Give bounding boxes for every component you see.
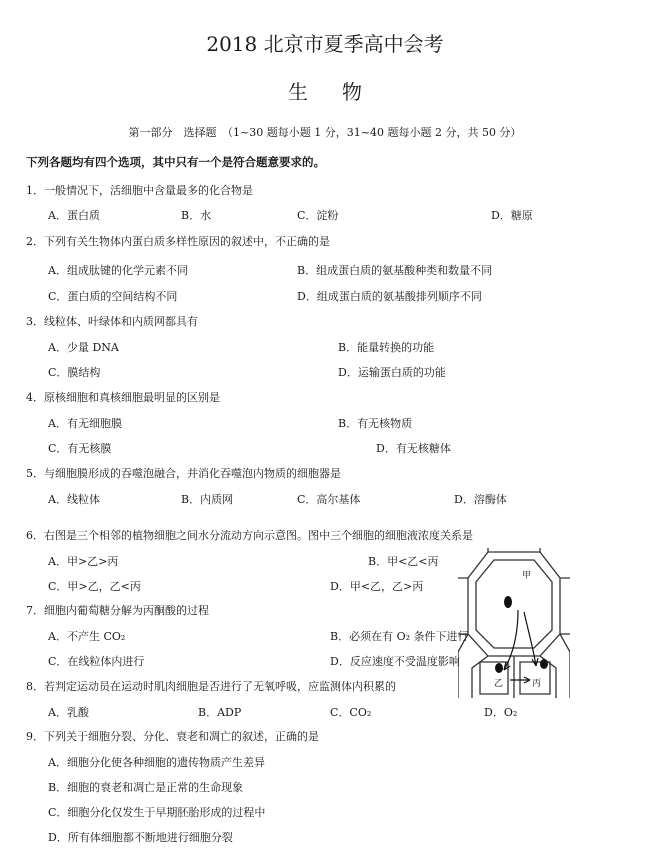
q9-option-a[interactable]: A．细胞分化使各种细胞的遗传物质产生差异 [48,756,265,769]
q1-option-b[interactable]: B．水 [181,209,212,222]
question-5-stem: 5．与细胞膜形成的吞噬泡融合，并消化吞噬泡内物质的细胞器是 [26,467,341,480]
cell-wall-hexagon-grid [458,548,570,698]
question-1-stem: 1．一般情况下，活细胞中含量最多的化合物是 [26,184,253,197]
q1-option-d[interactable]: D．糖原 [491,209,533,222]
q3-option-a[interactable]: A．少量 DNA [48,341,119,354]
q4-option-d[interactable]: D．有无核糖体 [376,442,451,455]
q9-option-c[interactable]: C．细胞分化仅发生于早期胚胎形成的过程中 [48,806,266,819]
question-6-stem: 6．右图是三个相邻的植物细胞之间水分流动方向示意图。图中三个细胞的细胞液浓度关系是 [26,529,473,542]
q6-option-b[interactable]: B．甲<乙<丙 [368,555,439,568]
section-heading: 第一部分 选择题 （1~30 题每小题 1 分，31~40 题每小题 2 分，共 50 分） [128,126,522,139]
cell-yi-nucleus [495,663,503,673]
q2-option-b[interactable]: B．组成蛋白质的氨基酸种类和数量不同 [297,264,493,277]
q4-option-b[interactable]: B．有无核物质 [338,417,413,430]
instruction-text: 下列各题均有四个选项，其中只有一个是符合题意要求的。 [26,155,325,169]
q7-option-d[interactable]: D．反应速度不受温度影响 [330,655,460,668]
q4-option-c[interactable]: C．有无核膜 [48,442,112,455]
q6-option-a[interactable]: A．甲>乙>丙 [48,555,119,568]
q5-option-c[interactable]: C．高尔基体 [297,493,361,506]
question-3-stem: 3．线粒体、叶绿体和内质网都具有 [26,315,198,328]
q8-option-b[interactable]: B．ADP [198,706,242,719]
exam-title: 2018 北京市夏季高中会考 [206,32,444,56]
q7-option-c[interactable]: C．在线粒体内进行 [48,655,145,668]
cell-bing-nucleus [540,659,548,669]
q2-option-c[interactable]: C．蛋白质的空间结构不同 [48,290,178,303]
q6-option-d[interactable]: D．甲<乙，乙>丙 [330,580,424,593]
q3-option-d[interactable]: D．运输蛋白质的功能 [338,366,446,379]
cell-label-bing: 丙 [532,679,542,689]
q5-option-d[interactable]: D．溶酶体 [454,493,507,506]
q8-option-d[interactable]: D．O₂ [484,706,518,719]
question-2-stem: 2．下列有关生物体内蛋白质多样性原因的叙述中，不正确的是 [26,235,330,248]
q5-option-b[interactable]: B．内质网 [181,493,234,506]
plant-cells-diagram [458,548,570,698]
question-9-stem: 9．下列关于细胞分裂、分化、衰老和凋亡的叙述，正确的是 [26,730,319,743]
q2-option-d[interactable]: D．组成蛋白质的氨基酸排列顺序不同 [297,290,482,303]
q7-option-a[interactable]: A．不产生 CO₂ [48,630,126,643]
q9-option-d[interactable]: D．所有体细胞都不断地进行细胞分裂 [48,831,233,844]
q8-option-c[interactable]: C．CO₂ [330,706,372,719]
q8-option-a[interactable]: A．乳酸 [48,706,89,719]
q3-option-b[interactable]: B．能量转换的功能 [338,341,435,354]
q1-option-a[interactable]: A．蛋白质 [48,209,100,222]
q2-option-a[interactable]: A．组成肽键的化学元素不同 [48,264,188,277]
q6-option-c[interactable]: C．甲>乙，乙<丙 [48,580,141,593]
cell-label-yi: 乙 [494,679,504,689]
q5-option-a[interactable]: A．线粒体 [48,493,100,506]
subject-title: 生物 [288,80,396,104]
question-8-stem: 8．若判定运动员在运动时肌肉细胞是否进行了无氧呼吸，应监测体内积累的 [26,680,396,693]
q1-option-c[interactable]: C．淀粉 [297,209,339,222]
q9-option-b[interactable]: B．细胞的衰老和凋亡是正常的生命现象 [48,781,244,794]
q7-option-b[interactable]: B．必须在有 O₂ 条件下进行 [330,630,469,643]
q4-option-a[interactable]: A．有无细胞膜 [48,417,122,430]
cell-jia-nucleus [504,596,512,608]
q3-option-c[interactable]: C．膜结构 [48,366,101,379]
question-4-stem: 4．原核细胞和真核细胞最明显的区别是 [26,391,220,404]
question-7-stem: 7．细胞内葡萄糖分解为丙酮酸的过程 [26,604,209,617]
water-flow-arrows [504,610,538,683]
cell-label-jia: 甲 [522,571,532,581]
